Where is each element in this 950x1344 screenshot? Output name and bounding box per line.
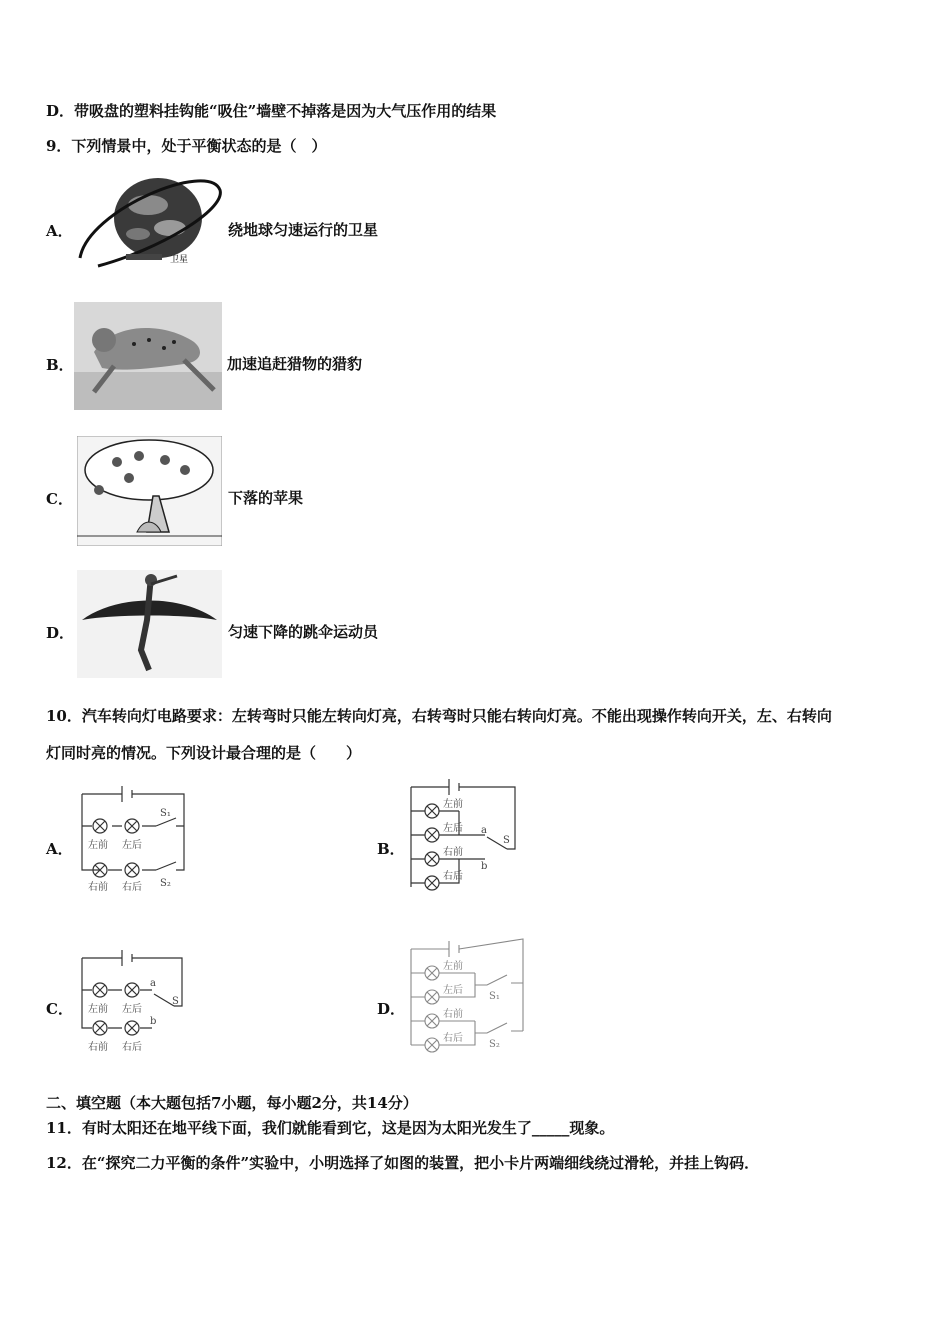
svg-text:左后: 左后 — [443, 985, 463, 996]
svg-text:b: b — [150, 1016, 157, 1027]
circuit-a-diagram — [76, 778, 192, 896]
cheetah-image — [74, 302, 222, 410]
q8-option-d: D．带吸盘的塑料挂钩能“吸住”墙壁不掉落是因为大气压作用的结果 — [46, 102, 497, 120]
parachutist-image — [77, 570, 222, 678]
svg-text:左前: 左前 — [88, 1004, 108, 1015]
svg-text:S: S — [172, 996, 179, 1007]
svg-text:右后: 右后 — [122, 1042, 142, 1053]
satellite-caption: 卫星 — [170, 255, 189, 265]
q9-option-a-label: A． — [46, 222, 73, 240]
q9-option-c-label: C． — [46, 490, 73, 508]
q9-stem: 9．下列情景中，处于平衡状态的是（ ） — [46, 137, 327, 155]
q11-text: 11．有时太阳还在地平线下面，我们就能看到它，这是因为太阳光发生了_____现象。 — [46, 1119, 615, 1137]
svg-text:左后: 左后 — [122, 1004, 142, 1015]
circuit-d-diagram — [405, 935, 529, 1059]
svg-text:S₁: S₁ — [489, 991, 500, 1002]
q10-option-a-label: A． — [46, 840, 73, 858]
svg-text:右前: 右前 — [88, 882, 108, 893]
circuit-c-diagram — [76, 940, 188, 1056]
q9-option-c-text: 下落的苹果 — [228, 489, 304, 507]
apple-tree-image — [77, 436, 222, 546]
q9-option-d-text: 匀速下降的跳伞运动员 — [228, 623, 379, 641]
q10-stem-line1: 10．汽车转向灯电路要求：左转弯时只能左转向灯亮，右转弯时只能右转向灯亮。不能出现操作转向开关，左、右转向 — [46, 707, 832, 725]
q9-option-b-label: B． — [46, 356, 74, 374]
svg-text:a: a — [481, 825, 487, 836]
q10-stem-line2: 灯同时亮的情况。下列设计最合理的是（ ） — [46, 744, 362, 762]
svg-text:左前: 左前 — [443, 961, 463, 972]
svg-text:右前: 右前 — [443, 847, 463, 858]
section2-heading: 二、填空题（本大题包括7小题，每小题2分，共14分） — [46, 1094, 418, 1112]
svg-text:右后: 右后 — [443, 871, 463, 882]
svg-text:a: a — [150, 978, 156, 989]
q9-option-d-label: D． — [46, 624, 75, 642]
svg-text:S₂: S₂ — [489, 1039, 500, 1050]
svg-text:右前: 右前 — [88, 1042, 108, 1053]
svg-text:右前: 右前 — [443, 1009, 463, 1020]
svg-text:S₂: S₂ — [160, 878, 171, 889]
satellite-orbit-image — [78, 170, 226, 274]
svg-text:右后: 右后 — [443, 1033, 463, 1044]
svg-text:左前: 左前 — [88, 840, 108, 851]
q12-text: 12．在“探究二力平衡的条件”实验中，小明选择了如图的装置，把小卡片两端细线绕过滑轮，并挂上钩码． — [46, 1154, 760, 1172]
q9-option-a-text: 绕地球匀速运行的卫星 — [228, 221, 379, 239]
q10-option-c-label: C． — [46, 1000, 73, 1018]
q9-option-b-text: 加速追赶猎物的猎豹 — [227, 355, 363, 373]
svg-text:S: S — [503, 835, 510, 846]
svg-text:右后: 右后 — [122, 882, 142, 893]
q10-option-b-label: B． — [377, 840, 405, 858]
svg-text:b: b — [481, 861, 488, 872]
svg-text:S₁: S₁ — [160, 808, 171, 819]
svg-text:左后: 左后 — [443, 823, 463, 834]
svg-text:左后: 左后 — [122, 840, 142, 851]
circuit-b-diagram — [405, 775, 521, 897]
q10-option-d-label: D． — [377, 1000, 406, 1018]
svg-text:左前: 左前 — [443, 799, 463, 810]
